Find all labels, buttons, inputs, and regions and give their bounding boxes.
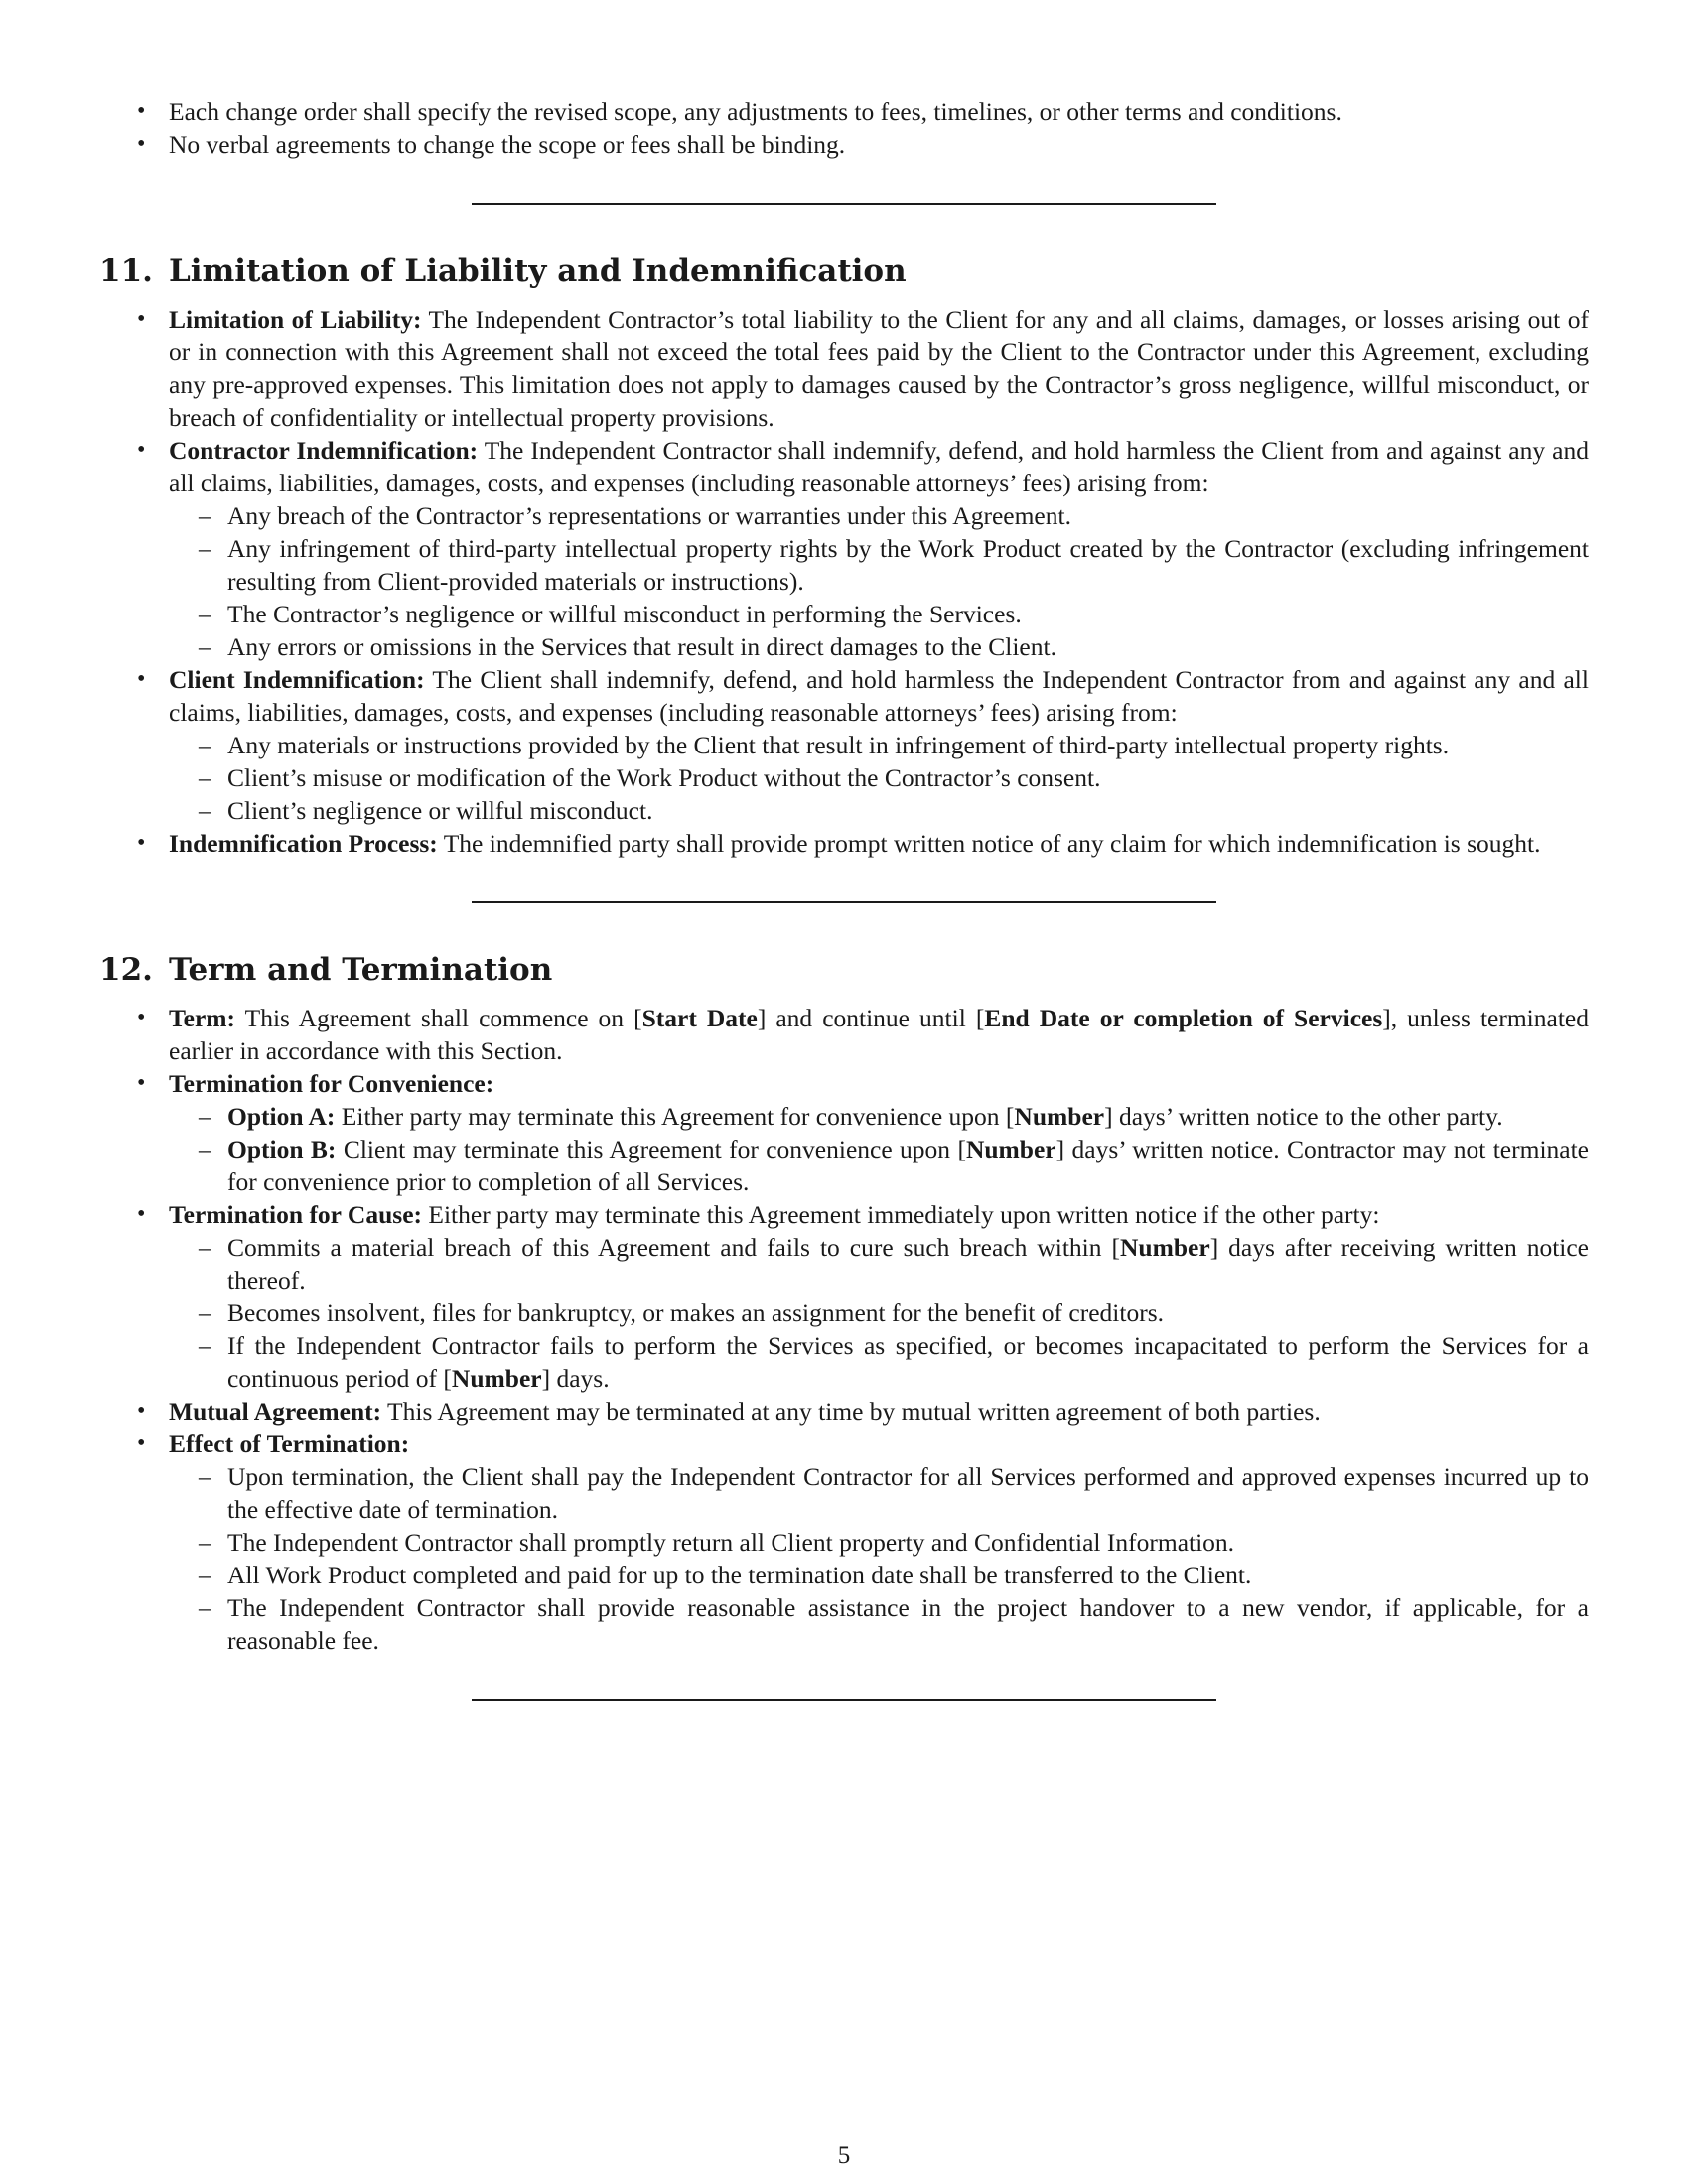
sub-list-item: – Upon termination, the Client shall pay the Independent Contractor for all Services performed and approved expenses incurred up to the effective date of termination. [169, 1460, 1589, 1526]
sub-list [169, 1231, 1589, 1395]
section-heading-12 [99, 950, 1589, 990]
item-text: Client may terminate this Agreement for convenience upon [ [343, 1135, 966, 1163]
sub-list-item: – The Independent Contractor shall provide reasonable assistance in the project handover to a new vendor, if applicable, for a reasonable fee. [169, 1591, 1589, 1657]
sub-list-item-option-a [169, 1100, 1589, 1133]
item-text: If the Independent Contractor fails to perform the Services as specified, or becomes incapacitated to perform the Services for a continuous period of [ [227, 1331, 1589, 1393]
item-text: Commits a material breach of this Agreement and fails to cure such breach within [ [227, 1233, 1121, 1262]
item-label: Client Indemnification: [169, 665, 425, 694]
section-12-list [99, 1002, 1589, 1657]
item-text: This Agreement shall commence on [ [244, 1004, 642, 1032]
item-text: ] days after receiving written notice thereof. [227, 1233, 1590, 1295]
list-item-client-indemnification [99, 663, 1589, 827]
item-text: The Independent Contractor shall indemnify, defend, and hold harmless the Client from and against any and all claims, liabilities, damages, costs, and expenses (including reasonable attorneys’ fees) arising from: [169, 436, 1589, 497]
item-text: Either party may terminate this Agreement immediately upon written notice if the other party: [428, 1200, 1380, 1229]
list-item-term [99, 1002, 1589, 1067]
placeholder-end-date: End Date or completion of Services [984, 1004, 1383, 1032]
item-text: ] days’ written notice to the other party. [1104, 1102, 1503, 1131]
item-label: Limitation of Liability: [169, 305, 422, 334]
item-text: ] days. [541, 1364, 610, 1393]
item-text: The indemnified party shall provide prompt written notice of any claim for which indemnification is sought. [443, 829, 1541, 858]
sub-list-item: – Becomes insolvent, files for bankruptcy, or makes an assignment for the benefit of creditors. [169, 1297, 1589, 1329]
item-text: The Independent Contractor’s total liability to the Client for any and all claims, damages, or losses arising out of or in connection with this Agreement shall not exceed the total fees paid by the Client to the Contractor under this Agreement, excluding any pre-approved expenses. This limitation does not apply to damages caused by the Contractor’s gross negligence, willful misconduct, or breach of confidentiality or intellectual property provisions. [169, 305, 1589, 432]
item-label: Effect of Termination: [169, 1430, 410, 1458]
document-page [99, 95, 1589, 1701]
item-text: Either party may terminate this Agreement for convenience upon [ [341, 1102, 1015, 1131]
item-label: Termination for Convenience: [169, 1069, 494, 1098]
section-number: 12. [99, 952, 153, 988]
list-item-termination-for-convenience [99, 1067, 1589, 1198]
item-text: ] and continue until [ [757, 1004, 985, 1032]
item-text: This Agreement may be terminated at any time by mutual written agreement of both parties. [387, 1397, 1321, 1426]
option-label: Option B: [227, 1135, 337, 1163]
item-label: Indemnification Process: [169, 829, 438, 858]
item-text: ] days’ written notice. Contractor may not terminate for convenience prior to completion of all Services. [227, 1135, 1590, 1196]
item-label: Mutual Agreement: [169, 1397, 382, 1426]
item-label: Contractor Indemnification: [169, 436, 479, 465]
sub-list-item: – Any materials or instructions provided by the Client that result in infringement of third-party intellectual property rights. [169, 729, 1589, 761]
list-item-mutual-agreement [99, 1395, 1589, 1428]
sub-list-item: – The Contractor’s negligence or willful misconduct in performing the Services. [169, 598, 1589, 630]
sub-list-item: – Any infringement of third-party intellectual property rights by the Work Product created by the Contractor (excluding infringement resulting from Client-provided materials or instructions). [169, 532, 1589, 598]
list-item-limitation-of-liability [99, 303, 1589, 434]
sub-list [169, 1460, 1589, 1657]
list-item: • Each change order shall specify the revised scope, any adjustments to fees, timelines, or other terms and conditions. [99, 95, 1589, 128]
placeholder-number: Number [1120, 1233, 1210, 1262]
list-item: • No verbal agreements to change the scope or fees shall be binding. [99, 128, 1589, 161]
item-label: Termination for Cause: [169, 1200, 422, 1229]
sub-list-item-option-b [169, 1133, 1589, 1198]
sub-list-item: – The Independent Contractor shall promptly return all Client property and Confidential Information. [169, 1526, 1589, 1559]
section-divider [472, 203, 1216, 205]
section-divider [472, 901, 1216, 903]
placeholder-start-date: Start Date [641, 1004, 758, 1032]
item-text: The Client shall indemnify, defend, and hold harmless the Independent Contractor from and against any and all claims, liabilities, damages, costs, and expenses (including reasonable attorneys’ fees) arising from: [169, 665, 1589, 727]
item-label: Term: [169, 1004, 236, 1032]
sub-list-item: – Client’s negligence or willful misconduct. [169, 794, 1589, 827]
placeholder-number: Number [965, 1135, 1056, 1163]
sub-list [169, 1100, 1589, 1198]
sub-list [169, 499, 1589, 663]
section-divider [472, 1699, 1216, 1701]
sub-list-item: – Any breach of the Contractor’s representations or warranties under this Agreement. [169, 499, 1589, 532]
option-label: Option A: [227, 1102, 336, 1131]
sub-list-item [169, 1231, 1589, 1297]
page-number: 5 [837, 2142, 851, 2169]
sub-list-item [169, 1329, 1589, 1395]
item-text: ], unless terminated earlier in accordance with this Section. [169, 1004, 1589, 1065]
list-item-effect-of-termination [99, 1428, 1589, 1657]
sub-list [169, 729, 1589, 827]
placeholder-number: Number [1014, 1102, 1105, 1131]
sub-list-item: – Any errors or omissions in the Services that result in direct damages to the Client. [169, 630, 1589, 663]
section-title: Term and Termination [168, 952, 553, 988]
placeholder-number: Number [451, 1364, 542, 1393]
change-order-list [99, 95, 1589, 161]
sub-list-item: – Client’s misuse or modification of the Work Product without the Contractor’s consent. [169, 761, 1589, 794]
section-title: Limitation of Liability and Indemnification [168, 253, 907, 289]
list-item-termination-for-cause [99, 1198, 1589, 1395]
sub-list-item: – All Work Product completed and paid for up to the termination date shall be transferred to the Client. [169, 1559, 1589, 1591]
list-item-indemnification-process [99, 827, 1589, 860]
list-item-contractor-indemnification [99, 434, 1589, 663]
section-heading-11 [99, 251, 1589, 291]
section-11-list [99, 303, 1589, 860]
section-number: 11. [99, 253, 153, 289]
